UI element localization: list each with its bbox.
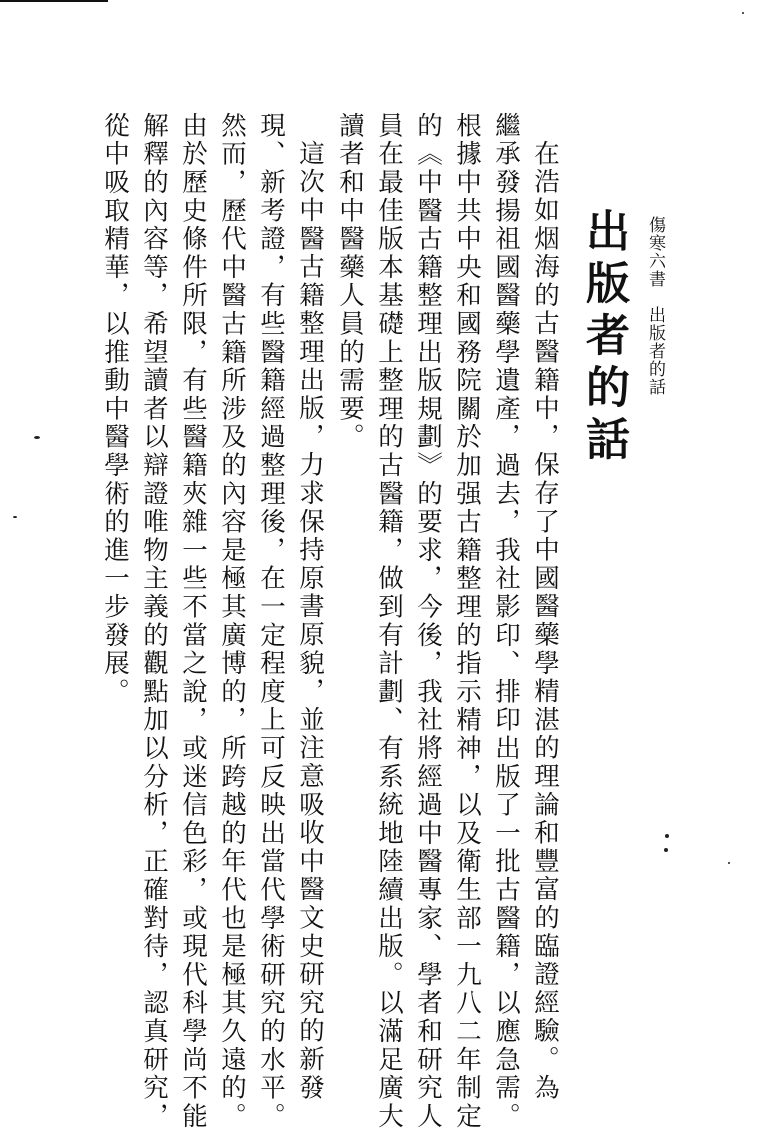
body-line: 讀者和中醫藥人員的需要。: [335, 112, 365, 452]
top-edge-rule: [0, 0, 108, 2]
running-head: 傷寒六書 出版者的話: [645, 216, 665, 396]
scan-speck: [742, 12, 744, 14]
scan-speck: [13, 516, 17, 518]
body-line: 根據中共中央和國務院關於加强古籍整理的指示精神，以及衛生部一九八二年制定: [452, 112, 482, 1131]
page-title: 出版者的話: [578, 208, 629, 468]
body-line: 繼承發揚祖國醫藥學遺產，過去，我社影印、排印出版了一批古醫籍，以應急需。: [491, 112, 521, 1131]
scan-speck: [664, 848, 668, 852]
body-line: 然而，歷代中醫古籍所涉及的內容是極其廣博的，所跨越的年代也是極其久遠的。: [217, 112, 247, 1131]
scan-speck: [665, 834, 669, 838]
body-line: 在浩如烟海的古醫籍中，保存了中國醫藥學精湛的理論和豐富的臨證經驗。為: [530, 140, 560, 1103]
body-line: 的《中醫古籍整理出版規劃》的要求，今後，我社將經過中醫專家、學者和研究人: [413, 112, 443, 1131]
body-line: 由於歷史條件所限，有些醫籍夾雜一些不當之說，或迷信色彩，或現代科學尚不能: [178, 112, 208, 1131]
scan-speck: [728, 862, 730, 864]
scan-speck: [34, 436, 40, 439]
body-line: 解釋的內容等，希望讀者以辯證唯物主義的觀點加以分析，正確對待，認真研究，: [139, 112, 169, 1131]
body-line: 這次中醫古籍整理出版，力求保持原書原貌，並注意吸收中醫文史研究的新發: [295, 140, 325, 1103]
body-line: 員在最佳版本基礎上整理的古醫籍，做到有計劃、有系統地陸續出版。以滿足廣大: [374, 112, 404, 1131]
body-line: 現、新考證，有些醫籍經過整理後，在一定程度上可反映出當代學術研究的水平。: [256, 112, 286, 1131]
body-line: 從中吸取精華，以推動中醫學術的進一步發展。: [100, 112, 130, 707]
